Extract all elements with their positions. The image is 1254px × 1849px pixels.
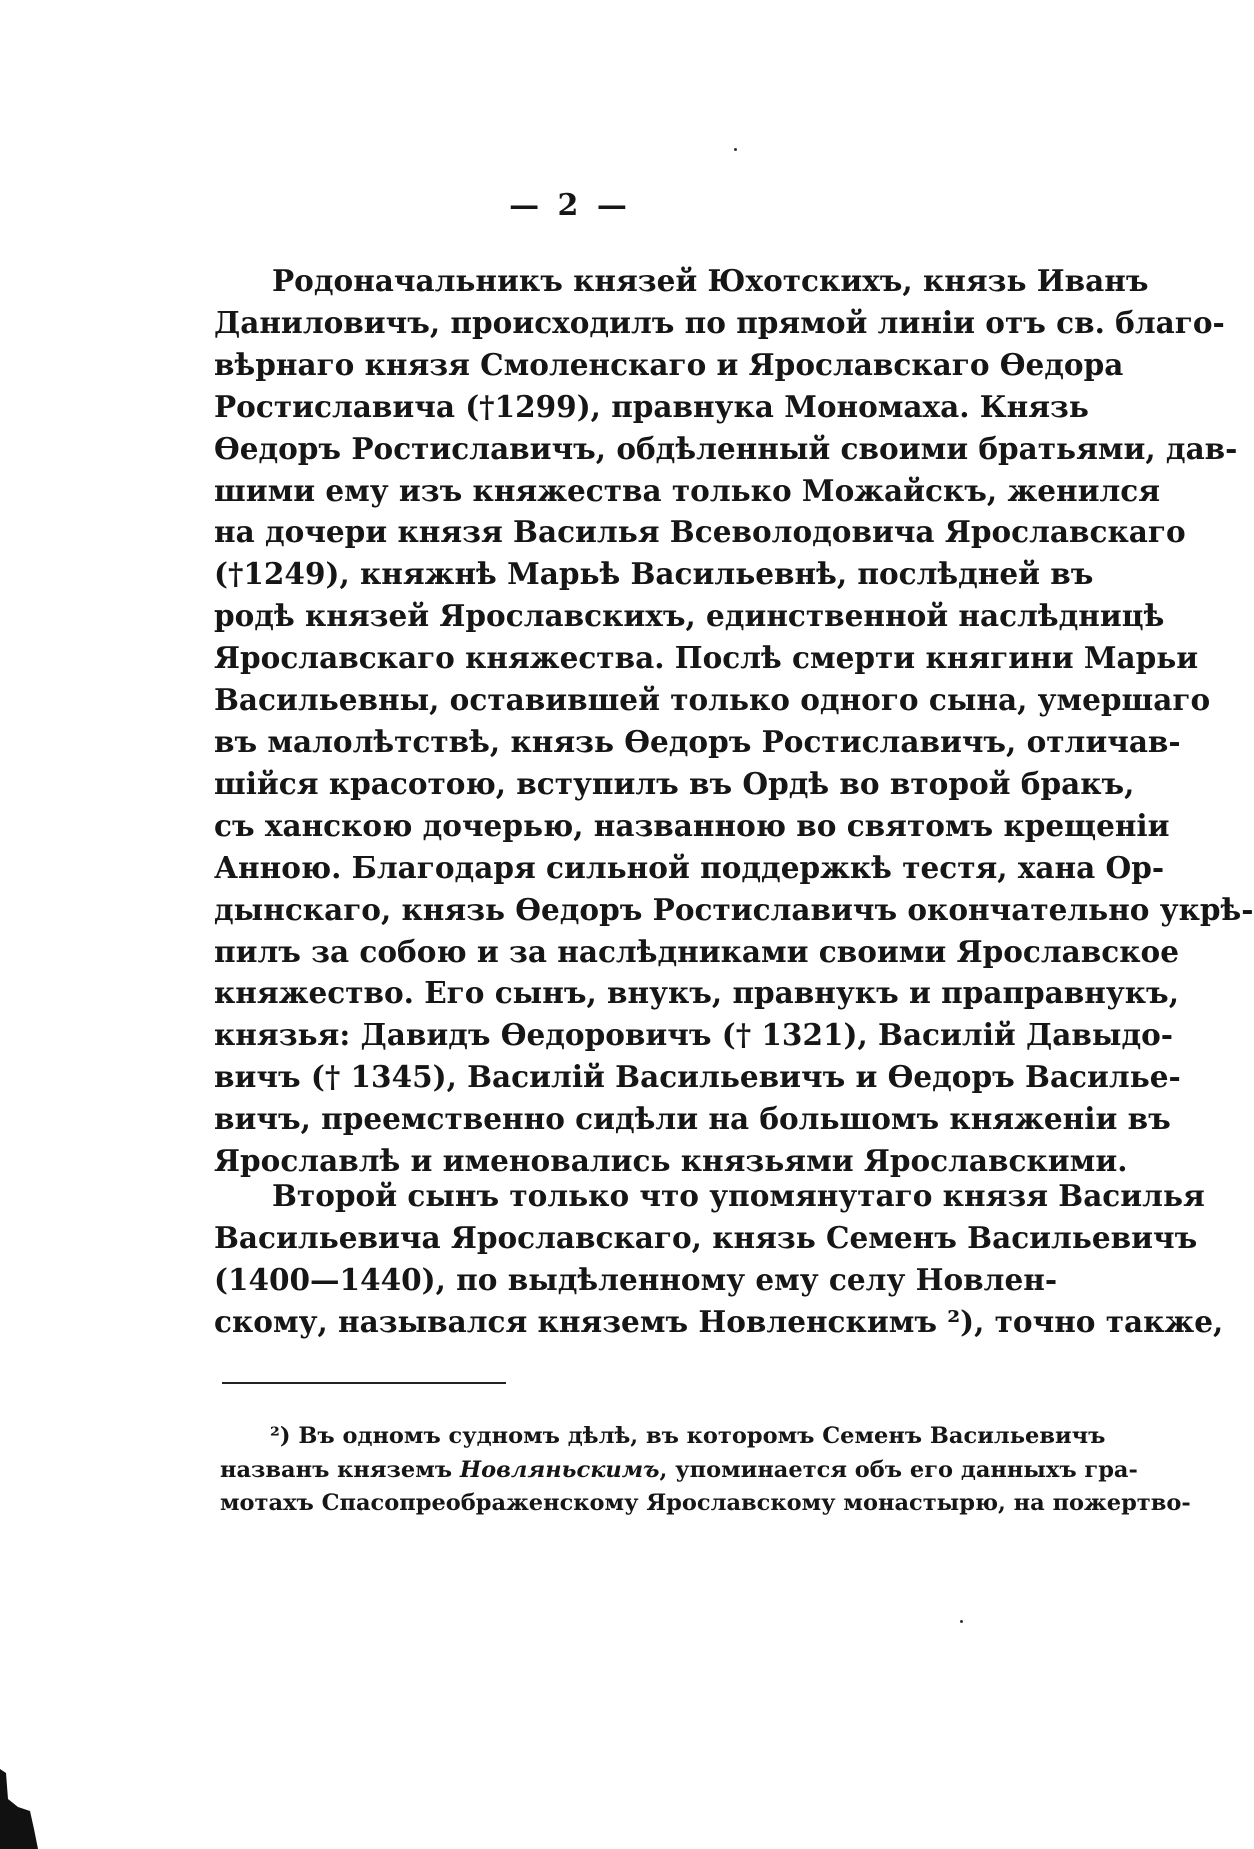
- text-line: Ѳедоръ Ростиславичъ, обдѣленный своими братьями, дав-: [214, 430, 1238, 466]
- footnote: [220, 1420, 1191, 1521]
- text-line: Ярославскаго княжества. Послѣ смерти княгини Марьи: [214, 640, 1199, 676]
- scan-edge-shadow: [0, 1759, 38, 1849]
- text-line: дынскаго, князь Ѳедоръ Ростиславичъ окончательно укрѣ-: [214, 891, 1254, 927]
- text-line: Васильевича Ярославскаго, князь Семенъ Васильевичъ: [214, 1219, 1198, 1255]
- text-line: Даниловичъ, происходилъ по прямой линіи отъ св. благо-: [214, 304, 1225, 340]
- text-line: съ ханскою дочерью, названною во святомъ крещеніи: [214, 807, 1170, 843]
- footnote-text: , упоминается объ его данныхъ гра-: [659, 1456, 1138, 1483]
- text-line: пилъ за собою и за наслѣдниками своими Ярославское: [214, 933, 1179, 969]
- text-line: Васильевны, оставившей только одного сына, умершаго: [214, 682, 1211, 718]
- footnote-italic-name: Новляньскимъ: [459, 1456, 660, 1483]
- text-line: (1400—1440), по выдѣленному ему селу Новлен-: [214, 1261, 1058, 1297]
- text-line: князья: Давидъ Ѳедоровичъ († 1321), Василій Давыдо-: [214, 1017, 1174, 1053]
- footnote-line: мотахъ Спасопреображенскому Ярославскому монастырю, на пожертво-: [220, 1490, 1191, 1516]
- scan-speck: [734, 148, 737, 151]
- text-line: вичъ († 1345), Василій Васильевичъ и Ѳедоръ Василье-: [214, 1059, 1181, 1095]
- text-line: Ростиславича (†1299), правнука Мономаха. Князь: [214, 388, 1089, 424]
- footnote-line: ²) Въ одномъ судномъ дѣлѣ, въ которомъ Семенъ Васильевичъ: [270, 1423, 1106, 1449]
- paragraph-1: [214, 260, 1254, 1182]
- text-line: скому, назывался княземъ Новленскимъ ²), точно также,: [214, 1303, 1224, 1339]
- page-number: — 2 —: [509, 188, 631, 223]
- paragraph-2: [214, 1175, 1224, 1343]
- text-line: Второй сынъ только что упомянутаго князя Василья: [272, 1178, 1205, 1213]
- text-line: вичъ, преемственно сидѣли на большомъ княженіи въ: [214, 1101, 1171, 1137]
- text-line: шими ему изъ княжества только Можайскъ, женился: [214, 472, 1161, 508]
- text-line: родѣ князей Ярославскихъ, единственной наслѣдницѣ: [214, 598, 1165, 634]
- footnote-divider: [222, 1382, 506, 1384]
- text-line: шійся красотою, вступилъ въ Ордѣ во второй бракъ,: [214, 765, 1135, 801]
- scan-speck: [960, 1620, 963, 1623]
- text-line: Ярославлѣ и именовались князьями Ярославскими.: [214, 1143, 1128, 1179]
- text-line: Родоначальникъ князей Юхотскихъ, князь Иванъ: [272, 263, 1149, 298]
- text-line: (†1249), княжнѣ Марьѣ Васильевнѣ, послѣдней въ: [214, 556, 1094, 592]
- text-line: вѣрнаго князя Смоленскаго и Ярославскаго Ѳедора: [214, 346, 1124, 382]
- footnote-line: [220, 1454, 1138, 1488]
- text-line: въ малолѣтствѣ, князь Ѳедоръ Ростиславичъ, отличав-: [214, 723, 1181, 759]
- text-line: Анною. Благодаря сильной поддержкѣ тестя, хана Ор-: [214, 849, 1165, 885]
- text-line: княжество. Его сынъ, внукъ, правнукъ и праправнукъ,: [214, 975, 1179, 1011]
- footnote-text: названъ княземъ: [220, 1456, 460, 1483]
- text-line: на дочери князя Василья Всеволодовича Ярославскаго: [214, 514, 1186, 550]
